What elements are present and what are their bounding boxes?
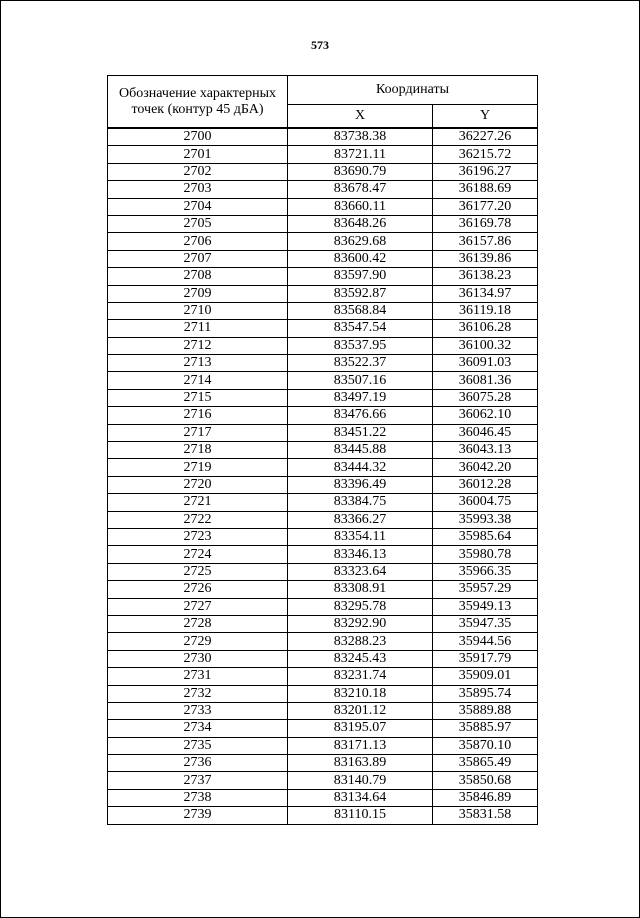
x-column-header: X: [288, 104, 433, 128]
point-cell: 2700: [108, 128, 288, 146]
point-cell: 2729: [108, 633, 288, 650]
point-cell: 2712: [108, 337, 288, 354]
table-row: [108, 372, 538, 389]
y-cell: 36157.86: [433, 233, 538, 250]
table-row: [108, 355, 538, 372]
x-cell: 83231.74: [288, 668, 433, 685]
point-cell: 2715: [108, 389, 288, 406]
x-cell: 83210.18: [288, 685, 433, 702]
x-cell: 83288.23: [288, 633, 433, 650]
x-cell: 83134.64: [288, 789, 433, 806]
y-cell: 35985.64: [433, 528, 538, 545]
point-cell: 2717: [108, 424, 288, 441]
x-cell: 83171.13: [288, 737, 433, 754]
table-row: [108, 772, 538, 789]
point-cell: 2732: [108, 685, 288, 702]
y-cell: 36043.13: [433, 442, 538, 459]
y-cell: 35949.13: [433, 598, 538, 615]
point-cell: 2701: [108, 146, 288, 163]
table-row: [108, 494, 538, 511]
point-cell: 2709: [108, 285, 288, 302]
table-row: [108, 320, 538, 337]
table-row: [108, 650, 538, 667]
y-cell: 36215.72: [433, 146, 538, 163]
table-row: [108, 181, 538, 198]
point-cell: 2734: [108, 720, 288, 737]
y-cell: 35917.79: [433, 650, 538, 667]
point-cell: 2737: [108, 772, 288, 789]
x-cell: 83308.91: [288, 581, 433, 598]
y-cell: 36075.28: [433, 389, 538, 406]
point-cell: 2736: [108, 755, 288, 772]
x-cell: 83537.95: [288, 337, 433, 354]
y-cell: 36134.97: [433, 285, 538, 302]
y-cell: 35957.29: [433, 581, 538, 598]
x-cell: 83140.79: [288, 772, 433, 789]
point-cell: 2722: [108, 511, 288, 528]
table-row: [108, 668, 538, 685]
point-cell: 2713: [108, 355, 288, 372]
point-cell: 2725: [108, 563, 288, 580]
x-cell: 83110.15: [288, 807, 433, 824]
table-row: [108, 389, 538, 406]
point-cell: 2720: [108, 476, 288, 493]
point-cell: 2731: [108, 668, 288, 685]
x-cell: 83292.90: [288, 615, 433, 632]
point-cell: 2728: [108, 615, 288, 632]
point-cell: 2730: [108, 650, 288, 667]
y-cell: 35895.74: [433, 685, 538, 702]
point-cell: 2738: [108, 789, 288, 806]
point-designation-header: Обозначение характерных точек (контур 45 дБА): [108, 76, 288, 129]
y-cell: 36062.10: [433, 407, 538, 424]
table-row: [108, 163, 538, 180]
point-cell: 2727: [108, 598, 288, 615]
y-cell: 36119.18: [433, 302, 538, 319]
point-cell: 2702: [108, 163, 288, 180]
table-row: [108, 268, 538, 285]
table-row: [108, 615, 538, 632]
y-cell: 36042.20: [433, 459, 538, 476]
y-column-header: Y: [433, 104, 538, 128]
page-number: 573: [311, 38, 329, 52]
coordinates-header: Координаты: [288, 76, 538, 105]
table-row: [108, 476, 538, 493]
x-cell: 83295.78: [288, 598, 433, 615]
table-row: [108, 459, 538, 476]
table-row: [108, 702, 538, 719]
point-cell: 2708: [108, 268, 288, 285]
y-cell: 36169.78: [433, 215, 538, 232]
point-cell: 2726: [108, 581, 288, 598]
y-cell: 35870.10: [433, 737, 538, 754]
y-cell: 36138.23: [433, 268, 538, 285]
y-cell: 35885.97: [433, 720, 538, 737]
table-row: [108, 442, 538, 459]
point-cell: 2711: [108, 320, 288, 337]
table-row: [108, 563, 538, 580]
x-cell: 83507.16: [288, 372, 433, 389]
point-cell: 2739: [108, 807, 288, 824]
x-cell: 83445.88: [288, 442, 433, 459]
x-cell: 83245.43: [288, 650, 433, 667]
table-row: [108, 737, 538, 754]
y-cell: 35944.56: [433, 633, 538, 650]
point-cell: 2723: [108, 528, 288, 545]
y-cell: 36046.45: [433, 424, 538, 441]
y-cell: 36100.32: [433, 337, 538, 354]
table-row: [108, 546, 538, 563]
x-cell: 83690.79: [288, 163, 433, 180]
y-cell: 36012.28: [433, 476, 538, 493]
table-body: [108, 128, 538, 824]
table-row: [108, 598, 538, 615]
x-cell: 83201.12: [288, 702, 433, 719]
point-cell: 2703: [108, 181, 288, 198]
point-cell: 2706: [108, 233, 288, 250]
point-cell: 2707: [108, 250, 288, 267]
y-cell: 36227.26: [433, 128, 538, 146]
y-cell: 36081.36: [433, 372, 538, 389]
x-cell: 83592.87: [288, 285, 433, 302]
x-cell: 83384.75: [288, 494, 433, 511]
x-cell: 83323.64: [288, 563, 433, 580]
x-cell: 83396.49: [288, 476, 433, 493]
x-cell: 83660.11: [288, 198, 433, 215]
table-row: [108, 233, 538, 250]
point-cell: 2735: [108, 737, 288, 754]
point-cell: 2714: [108, 372, 288, 389]
table-header: [108, 76, 538, 129]
x-cell: 83597.90: [288, 268, 433, 285]
x-cell: 83354.11: [288, 528, 433, 545]
y-cell: 36139.86: [433, 250, 538, 267]
table-row: [108, 285, 538, 302]
table-row: [108, 424, 538, 441]
table-row: [108, 198, 538, 215]
y-cell: 35831.58: [433, 807, 538, 824]
point-cell: 2724: [108, 546, 288, 563]
table-row: [108, 633, 538, 650]
table-row: [108, 250, 538, 267]
x-cell: 83444.32: [288, 459, 433, 476]
table-row: [108, 807, 538, 824]
point-cell: 2710: [108, 302, 288, 319]
point-cell: 2705: [108, 215, 288, 232]
table-row: [108, 685, 538, 702]
x-cell: 83195.07: [288, 720, 433, 737]
x-cell: 83568.84: [288, 302, 433, 319]
table-row: [108, 128, 538, 146]
y-cell: 35846.89: [433, 789, 538, 806]
y-cell: 35889.88: [433, 702, 538, 719]
point-cell: 2716: [108, 407, 288, 424]
y-cell: 35865.49: [433, 755, 538, 772]
table-row: [108, 302, 538, 319]
x-cell: 83648.26: [288, 215, 433, 232]
point-cell: 2719: [108, 459, 288, 476]
y-cell: 36196.27: [433, 163, 538, 180]
table-row: [108, 337, 538, 354]
x-cell: 83547.54: [288, 320, 433, 337]
x-cell: 83366.27: [288, 511, 433, 528]
x-cell: 83629.68: [288, 233, 433, 250]
coordinates-table: [107, 75, 538, 825]
table-row: [108, 215, 538, 232]
y-cell: 36106.28: [433, 320, 538, 337]
table-row: [108, 407, 538, 424]
x-cell: 83476.66: [288, 407, 433, 424]
y-cell: 35850.68: [433, 772, 538, 789]
x-cell: 83346.13: [288, 546, 433, 563]
y-cell: 36188.69: [433, 181, 538, 198]
x-cell: 83522.37: [288, 355, 433, 372]
point-cell: 2733: [108, 702, 288, 719]
y-cell: 35993.38: [433, 511, 538, 528]
x-cell: 83600.42: [288, 250, 433, 267]
y-cell: 35980.78: [433, 546, 538, 563]
table-row: [108, 789, 538, 806]
y-cell: 35909.01: [433, 668, 538, 685]
x-cell: 83163.89: [288, 755, 433, 772]
y-cell: 36177.20: [433, 198, 538, 215]
point-cell: 2721: [108, 494, 288, 511]
table-row: [108, 755, 538, 772]
y-cell: 36004.75: [433, 494, 538, 511]
x-cell: 83451.22: [288, 424, 433, 441]
table-row: [108, 511, 538, 528]
point-cell: 2704: [108, 198, 288, 215]
x-cell: 83721.11: [288, 146, 433, 163]
x-cell: 83497.19: [288, 389, 433, 406]
table-row: [108, 720, 538, 737]
point-cell: 2718: [108, 442, 288, 459]
table-row: [108, 528, 538, 545]
x-cell: 83738.38: [288, 128, 433, 146]
y-cell: 36091.03: [433, 355, 538, 372]
table-row: [108, 146, 538, 163]
y-cell: 35947.35: [433, 615, 538, 632]
y-cell: 35966.35: [433, 563, 538, 580]
table-row: [108, 581, 538, 598]
x-cell: 83678.47: [288, 181, 433, 198]
